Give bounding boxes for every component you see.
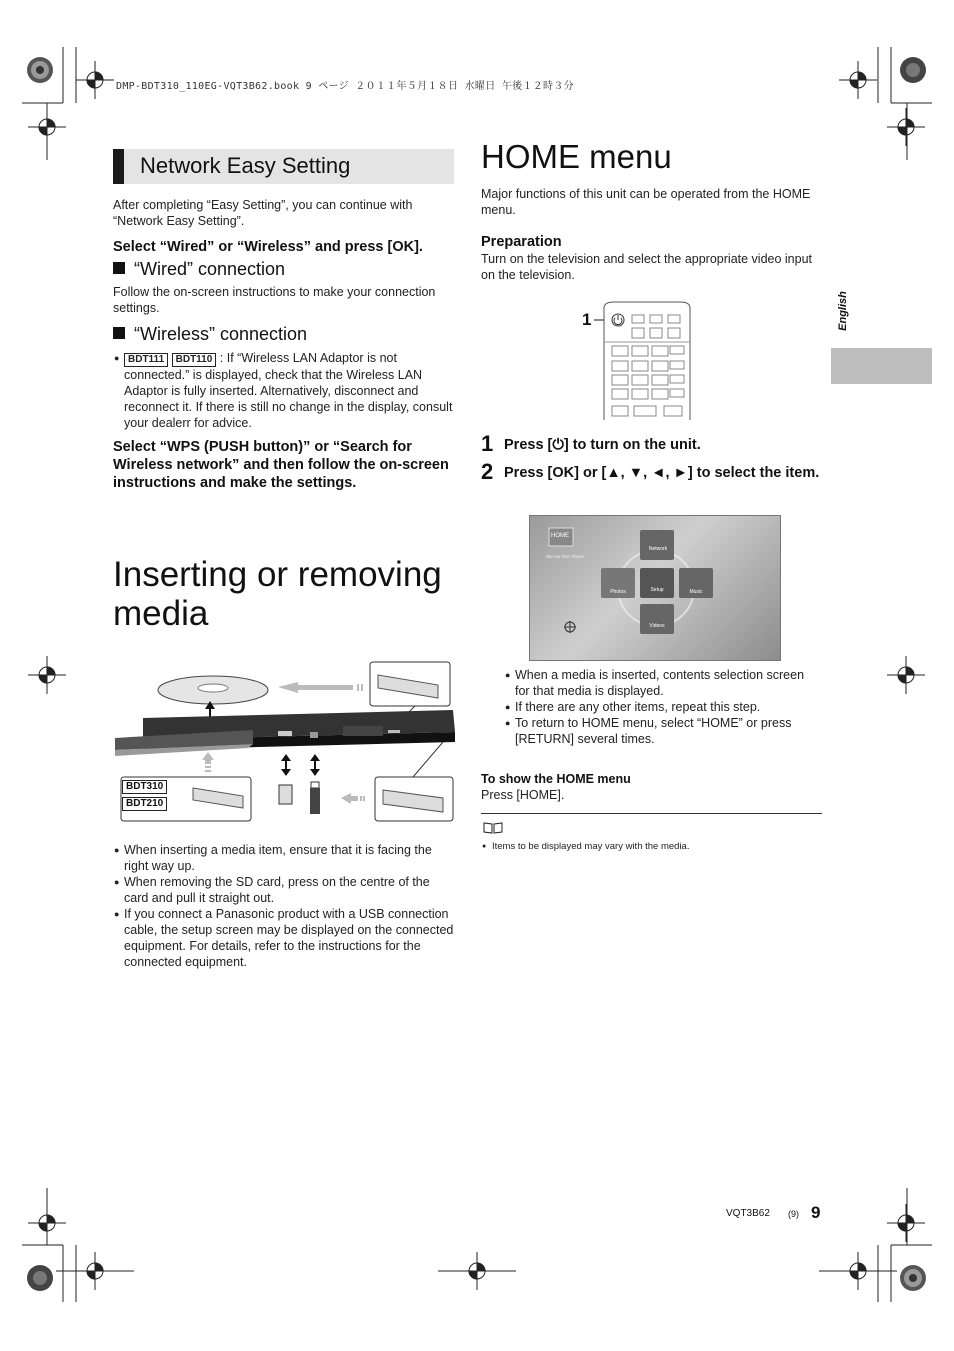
language-label: English <box>836 291 849 331</box>
section-header-network <box>113 149 454 184</box>
bullet-icon: ● <box>114 353 120 363</box>
bullet-icon: ● <box>482 843 487 850</box>
prep-text: Turn on the television and select the appropriate video input on the television. <box>481 252 812 282</box>
page-number-paren: (9) <box>788 1209 799 1219</box>
square-bullet-icon <box>113 327 125 339</box>
insert-bullet-3 <box>114 906 454 970</box>
home-bullet-1 <box>505 667 820 699</box>
bullet-icon: ● <box>505 670 511 680</box>
bullet-icon: ● <box>505 718 511 728</box>
bullet-icon: ● <box>114 877 120 887</box>
wireless-bullet <box>114 350 454 431</box>
wireless-text: : If “Wireless LAN Adaptor is not connected.” is displayed, check that the Wireless LAN Adaptor is fully inserted. Alternatively, disconnect and reconnect it. If there is still no change in the display, consult your dealerr for advice. <box>124 351 453 430</box>
bullet-icon: ● <box>114 909 120 919</box>
bullet-text: If there are any other items, repeat this step. <box>515 700 761 714</box>
show-home-text: Press [HOME]. <box>481 788 565 802</box>
home-item-network: Network <box>648 546 668 552</box>
wps-instruction: Select “WPS (PUSH button)” or “Search for Wireless network” and then follow the on-screen instructions and make the settings. <box>113 439 449 491</box>
inserting-title-line2: media <box>113 594 209 633</box>
page-number: 9 <box>811 1203 821 1222</box>
bullet-text: When inserting a media item, ensure that it is facing the right way up. <box>124 843 432 873</box>
step-2-number: 2 <box>481 459 494 484</box>
model-tag: BDT110 <box>172 353 217 367</box>
document-code: VQT3B62 <box>726 1208 770 1219</box>
show-home-heading: To show the HOME menu <box>481 772 631 786</box>
wired-heading <box>113 259 285 280</box>
note-text: Items to be displayed may vary with the media. <box>492 841 690 852</box>
note-bullet <box>482 840 812 853</box>
network-intro: After completing “Easy Setting”, you can continue with “Network Easy Setting”. <box>113 198 413 228</box>
book-note-icon <box>483 822 503 834</box>
bullet-text: When a media is inserted, contents selection screen for that media is displayed. <box>515 668 805 698</box>
home-bullet-3 <box>505 715 820 747</box>
prep-heading: Preparation <box>481 234 562 250</box>
remote-illustration <box>590 300 694 420</box>
wired-heading-text: “Wired” connection <box>134 259 286 279</box>
square-bullet-icon <box>113 262 125 274</box>
wireless-heading <box>113 324 307 345</box>
remote-callout: 1 <box>582 310 592 329</box>
model-tag: BDT210 <box>122 797 167 811</box>
note-divider <box>481 813 822 814</box>
home-button-label: HOME <box>551 533 569 539</box>
home-menu-screenshot <box>529 515 781 661</box>
bullet-text: If you connect a Panasonic product with a USB connection cable, the setup screen may be displayed on the connected equipment. For details, refer to the instructions for the connected equipment. <box>124 907 454 969</box>
model-tag: BDT310 <box>122 780 167 794</box>
wired-text: Follow the on-screen instructions to make your connection settings. <box>113 285 436 315</box>
inserting-title-line1: Inserting or removing <box>113 555 442 594</box>
home-bullet-2 <box>505 699 820 715</box>
home-intro: Major functions of this unit can be operated from the HOME menu. <box>481 187 811 217</box>
section-header-edge <box>113 149 124 184</box>
language-tab <box>831 348 932 384</box>
bullet-text: When removing the SD card, press on the centre of the card and pull it straight out. <box>124 875 430 905</box>
print-header: DMP-BDT310_110EG-VQT3B62.book 9 ページ ２０１１年５月１８日 水曜日 午後１２時３分 <box>116 81 574 92</box>
insert-bullet-2 <box>114 874 454 906</box>
bullet-icon: ● <box>505 702 511 712</box>
home-item-music: Music <box>689 589 703 595</box>
home-subtitle: Blu-ray Disc Player <box>546 554 585 559</box>
network-title: Network Easy Setting <box>140 153 351 178</box>
step-1-text: Press [⏻] to turn on the unit. <box>504 437 701 453</box>
step-1-number: 1 <box>481 431 494 456</box>
bullet-icon: ● <box>114 845 120 855</box>
home-item-photos: Photos <box>610 589 626 595</box>
home-title: HOME menu <box>481 138 672 175</box>
network-instruction: Select “Wired” or “Wireless” and press [OK]. <box>113 239 423 255</box>
home-item-setup: Setup <box>650 587 664 593</box>
insert-bullet-1 <box>114 842 454 874</box>
home-item-videos: Videos <box>649 623 665 629</box>
model-tag: BDT111 <box>124 353 168 367</box>
bullet-text: To return to HOME menu, select “HOME” or press [RETURN] several times. <box>515 716 792 746</box>
step-2-text: Press [OK] or [▲, ▼, ◄, ►] to select the item. <box>504 465 820 481</box>
model-tags-illustration <box>122 780 167 811</box>
wireless-heading-text: “Wireless” connection <box>134 324 308 344</box>
